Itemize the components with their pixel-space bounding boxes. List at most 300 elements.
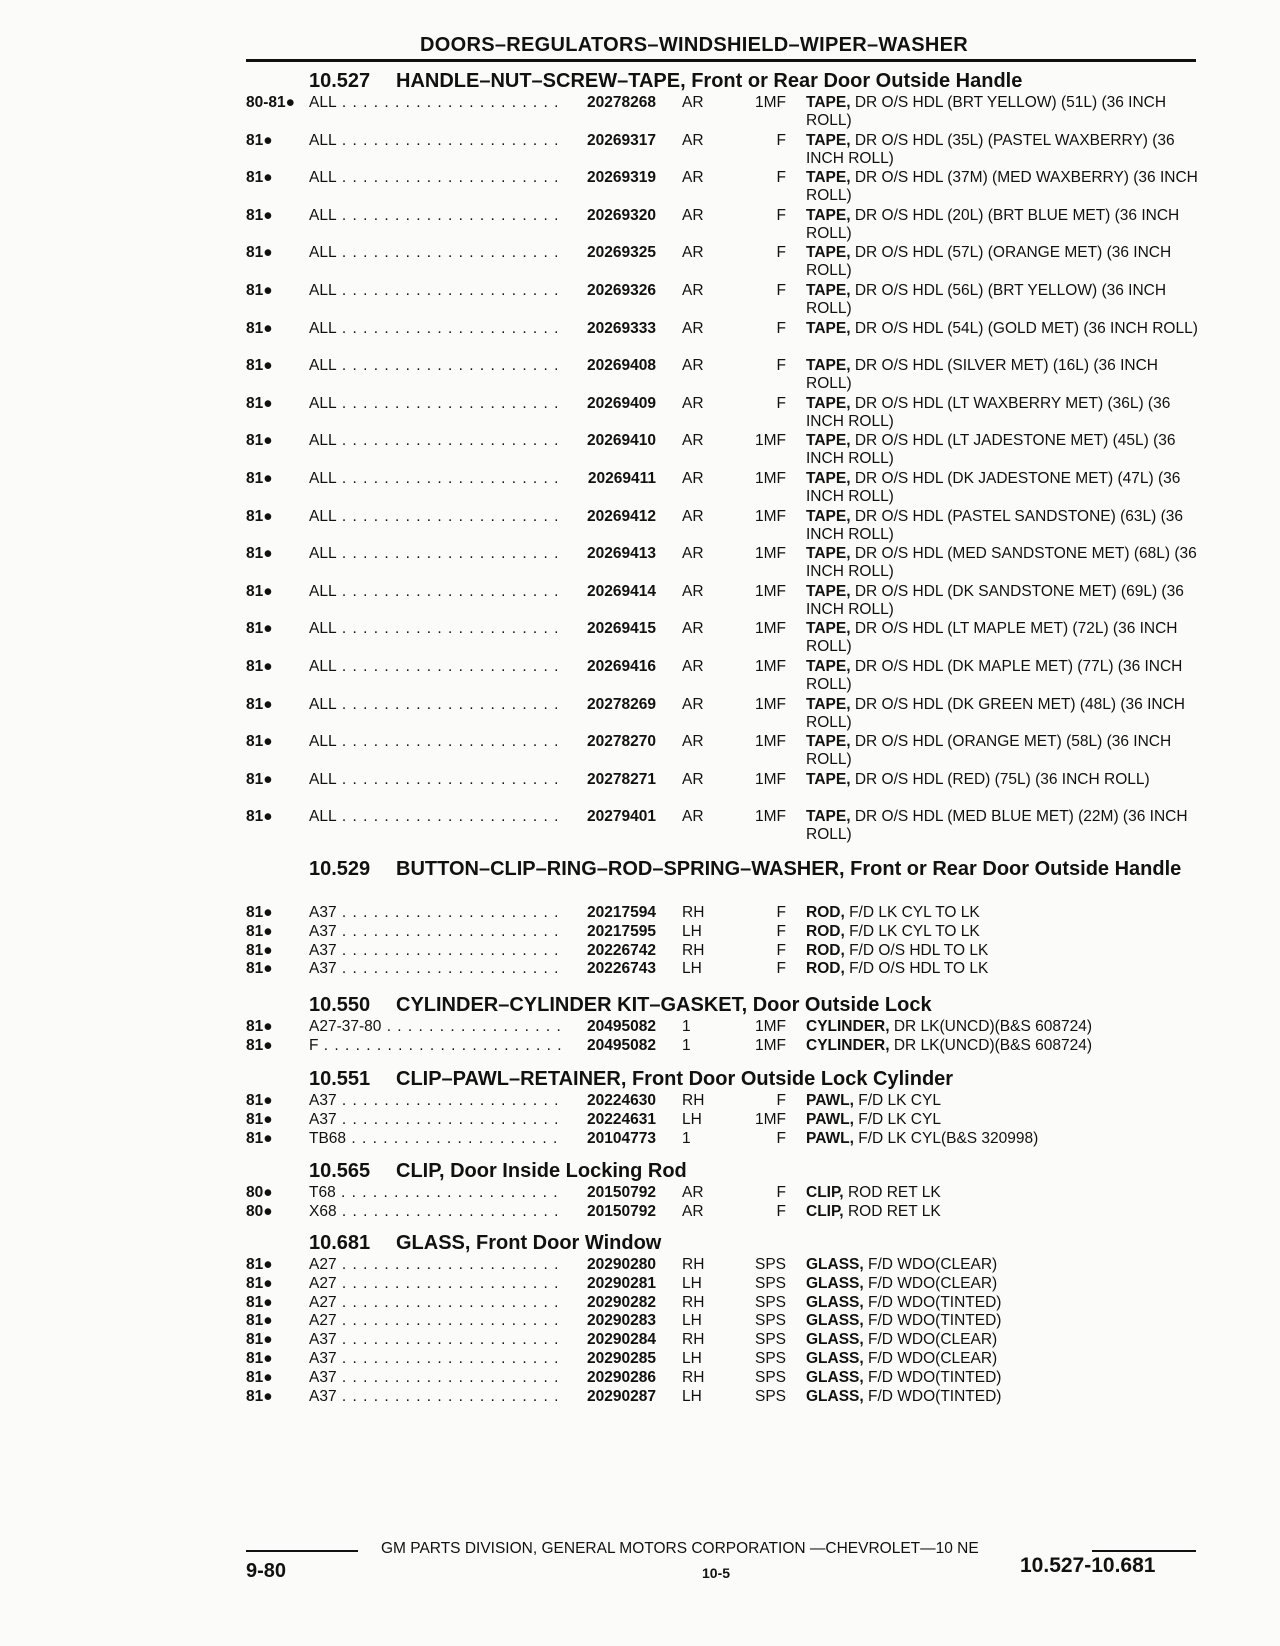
part-number: 20269414 — [566, 583, 656, 601]
section-number: 10.527 — [309, 70, 371, 92]
table-row — [246, 1388, 1196, 1407]
model-code: ALL . . . — [309, 169, 564, 187]
quantity: AR — [682, 545, 704, 563]
quantity: AR — [682, 357, 704, 375]
part-name: PAWL, — [806, 1110, 854, 1128]
part-name: TAPE, — [806, 432, 851, 450]
part-name: GLASS, — [806, 1387, 864, 1405]
code: SPS — [754, 1293, 786, 1311]
model-year: 81● — [246, 941, 273, 959]
section-header — [246, 994, 1196, 1018]
model-code: A27-37-80 . . . — [309, 1018, 564, 1036]
code: F — [776, 281, 786, 299]
section-number: 10.565 — [309, 1160, 371, 1182]
part-number: 20290284 — [566, 1331, 656, 1349]
part-name: TAPE, — [806, 507, 851, 525]
part-description — [806, 923, 1201, 941]
part-description — [806, 771, 1201, 808]
model-code: ALL . . . — [309, 94, 564, 112]
part-description — [806, 1388, 1201, 1406]
table-row — [246, 960, 1196, 979]
code: 1MF — [755, 94, 786, 111]
part-name: CLIP, — [806, 1184, 844, 1201]
description-text: DR O/S HDL (MED BLUE MET) (22M) (36 INCH ROLL) — [806, 808, 1188, 844]
section-header — [246, 1232, 1196, 1256]
part-description — [806, 1184, 1201, 1202]
quantity: 1 — [682, 1129, 691, 1147]
part-description — [806, 960, 1201, 978]
part-name: TAPE, — [806, 131, 851, 149]
part-name: TAPE, — [806, 695, 851, 713]
quantity: AR — [682, 206, 704, 224]
code: F — [776, 1202, 786, 1220]
section-3 — [246, 1068, 1196, 1148]
part-number: 20269326 — [566, 282, 656, 300]
model-code: ALL . . . — [309, 244, 564, 262]
section-title: HANDLE–NUT–SCREW–TAPE, Front or Rear Door Outside Handle — [396, 70, 1023, 92]
table-row — [246, 620, 1196, 658]
part-description — [806, 94, 1201, 131]
part-number: 20269317 — [566, 132, 656, 150]
table-row — [246, 808, 1196, 846]
code: F — [776, 904, 786, 921]
section-number: 10.681 — [309, 1232, 371, 1254]
part-name: TAPE, — [806, 620, 851, 638]
model-code: ALL . . . — [309, 696, 564, 714]
table-row — [246, 1369, 1196, 1388]
quantity: RH — [682, 1092, 705, 1109]
code: 1MF — [755, 1018, 786, 1035]
part-number: 20278271 — [566, 771, 656, 789]
description-text: DR O/S HDL (DK SANDSTONE MET) (69L) (36 INCH ROLL) — [806, 582, 1184, 618]
part-name: TAPE, — [806, 394, 851, 412]
description-text: DR O/S HDL (MED SANDSTONE MET) (68L) (36 INCH ROLL) — [806, 545, 1197, 581]
table-row — [246, 1294, 1196, 1313]
quantity: AR — [682, 620, 704, 638]
description-text: DR O/S HDL (20L) (BRT BLUE MET) (36 INCH ROLL) — [806, 206, 1180, 242]
table-row — [246, 1350, 1196, 1369]
quantity: AR — [682, 319, 704, 337]
part-name: PAWL, — [806, 1092, 854, 1109]
description-text: DR O/S HDL (57L) (ORANGE MET) (36 INCH ROLL) — [806, 244, 1172, 280]
part-number: 20217594 — [566, 904, 656, 922]
table-row — [246, 1203, 1196, 1222]
description-text: ROD RET LK — [847, 1184, 941, 1201]
model-code: F . . . — [309, 1037, 564, 1055]
part-name: TAPE, — [806, 733, 851, 751]
section-1 — [246, 858, 1196, 979]
model-year: 81● — [246, 545, 273, 563]
quantity: RH — [682, 1368, 705, 1386]
model-code: ALL . . . — [309, 583, 564, 601]
part-description — [806, 1111, 1201, 1129]
code: F — [776, 941, 786, 959]
section-number: 10.529 — [309, 858, 371, 880]
model-code: ALL . . . — [309, 733, 564, 751]
model-year: 80● — [246, 1184, 273, 1201]
model-code: ALL . . . — [309, 132, 564, 150]
model-year: 81● — [246, 1368, 273, 1386]
model-year: 80-81● — [246, 94, 296, 111]
quantity: LH — [682, 922, 702, 940]
part-number: 20290287 — [566, 1388, 656, 1406]
description-text: F/D WDO(CLEAR) — [868, 1256, 998, 1273]
part-number: 20104773 — [566, 1130, 656, 1148]
quantity: RH — [682, 1293, 705, 1311]
description-text: DR O/S HDL (DK GREEN MET) (48L) (36 INCH ROLL) — [806, 695, 1185, 731]
table-row — [246, 1092, 1196, 1111]
model-code: A37 . . . — [309, 1331, 564, 1349]
model-year: 81● — [246, 960, 273, 978]
part-description — [806, 1203, 1201, 1221]
table-row — [246, 942, 1196, 961]
part-description — [806, 583, 1201, 620]
part-number: 20269415 — [566, 620, 656, 638]
part-description — [806, 207, 1201, 244]
model-code: T68 . . . — [309, 1184, 564, 1202]
description-text: DR O/S HDL (RED) (75L) (36 INCH ROLL) — [854, 770, 1150, 788]
model-code: A37 . . . — [309, 1350, 564, 1368]
quantity: AR — [682, 131, 704, 149]
part-description — [806, 904, 1201, 922]
code: SPS — [754, 1274, 786, 1292]
code: F — [776, 1092, 786, 1109]
code: 1MF — [755, 545, 786, 563]
model-year: 81● — [246, 1256, 273, 1273]
table-row — [246, 1111, 1196, 1130]
model-code: ALL . . . — [309, 470, 564, 488]
section-2 — [246, 994, 1196, 1056]
table-row — [246, 545, 1196, 583]
part-description — [806, 1275, 1201, 1293]
part-name: ROD, — [806, 941, 845, 959]
code: SPS — [754, 1256, 786, 1273]
description-text: DR O/S HDL (54L) (GOLD MET) (36 INCH ROLL) — [854, 319, 1198, 337]
part-number: 20150792 — [566, 1184, 656, 1202]
table-row — [246, 94, 1196, 132]
quantity: LH — [682, 1312, 702, 1330]
code: F — [776, 1184, 786, 1201]
model-year: 81● — [246, 1312, 273, 1330]
quantity: AR — [682, 169, 704, 187]
code: F — [776, 244, 786, 262]
section-title: CLIP, Door Inside Locking Rod — [396, 1160, 687, 1182]
part-number: 20269413 — [566, 545, 656, 563]
quantity: AR — [682, 281, 704, 299]
table-row — [246, 733, 1196, 771]
table-row — [246, 357, 1196, 395]
table-row — [246, 320, 1196, 358]
table-row — [246, 583, 1196, 621]
part-description — [806, 357, 1201, 394]
model-year: 81● — [246, 432, 273, 450]
model-year: 81● — [246, 1293, 273, 1311]
part-name: TAPE, — [806, 169, 851, 187]
model-code: A27 . . . — [309, 1275, 564, 1293]
footer-rule-left — [246, 1550, 358, 1552]
model-year: 81● — [246, 1331, 273, 1349]
quantity: AR — [682, 1202, 704, 1220]
part-description — [806, 1312, 1201, 1330]
description-text: DR LK(UNCD)(B&S 608724) — [893, 1018, 1092, 1035]
section-title: GLASS, Front Door Window — [396, 1232, 662, 1254]
code: 1MF — [755, 620, 786, 638]
table-row — [246, 1331, 1196, 1350]
model-code: ALL . . . — [309, 508, 564, 526]
part-name: TAPE, — [806, 469, 851, 487]
part-name: GLASS, — [806, 1349, 864, 1367]
part-name: CYLINDER, — [806, 1018, 890, 1035]
code: F — [776, 1129, 786, 1147]
model-year: 81● — [246, 281, 273, 299]
part-description — [806, 169, 1201, 206]
table-row — [246, 1130, 1196, 1149]
part-description — [806, 658, 1201, 695]
model-year: 81● — [246, 770, 273, 788]
part-number: 20290286 — [566, 1369, 656, 1387]
description-text: F/D LK CYL(B&S 320998) — [858, 1129, 1039, 1147]
quantity: AR — [682, 507, 704, 525]
model-code: A37 . . . — [309, 960, 564, 978]
description-text: F/D WDO(TINTED) — [868, 1368, 1002, 1386]
part-number: 20290280 — [566, 1256, 656, 1274]
part-number: 20226743 — [566, 960, 656, 978]
description-text: DR O/S HDL (ORANGE MET) (58L) (36 INCH ROLL) — [806, 733, 1172, 769]
model-code: A37 . . . — [309, 904, 564, 922]
part-name: TAPE, — [806, 770, 851, 788]
code: 1MF — [755, 733, 786, 751]
part-number: 20290285 — [566, 1350, 656, 1368]
description-text: F/D LK CYL — [858, 1110, 941, 1128]
model-code: A37 . . . — [309, 942, 564, 960]
model-year: 81● — [246, 904, 273, 921]
model-year: 81● — [246, 206, 273, 224]
part-number: 20269410 — [566, 432, 656, 450]
part-number: 20290282 — [566, 1294, 656, 1312]
code: 1MF — [755, 582, 786, 600]
description-text: ROD RET LK — [847, 1202, 941, 1220]
description-text: DR O/S HDL (LT WAXBERRY MET) (36L) (36 INCH ROLL) — [806, 394, 1171, 430]
quantity: LH — [682, 1110, 702, 1128]
part-name: TAPE, — [806, 657, 851, 675]
model-year: 81● — [246, 582, 273, 600]
model-code: X68 . . . — [309, 1203, 564, 1221]
model-year: 81● — [246, 1092, 273, 1109]
part-number: 20224631 — [566, 1111, 656, 1129]
code: 1MF — [755, 770, 786, 788]
quantity: RH — [682, 941, 705, 959]
part-number: 20269412 — [566, 508, 656, 526]
code: 1MF — [755, 657, 786, 675]
part-name: TAPE, — [806, 582, 851, 600]
model-code: A27 . . . — [309, 1294, 564, 1312]
description-text: DR O/S HDL (56L) (BRT YELLOW) (36 INCH ROLL) — [806, 281, 1167, 317]
code: SPS — [754, 1312, 786, 1330]
part-number: 20269411 — [566, 470, 656, 488]
model-year: 81● — [246, 922, 273, 940]
model-year: 81● — [246, 1018, 273, 1035]
code: 1MF — [755, 695, 786, 713]
table-row — [246, 508, 1196, 546]
part-name: TAPE, — [806, 94, 851, 111]
part-name: ROD, — [806, 960, 845, 978]
quantity: RH — [682, 1256, 705, 1273]
model-year: 81● — [246, 1349, 273, 1367]
description-text: F/D WDO(CLEAR) — [868, 1274, 998, 1292]
description-text: DR O/S HDL (LT MAPLE MET) (72L) (36 INCH ROLL) — [806, 620, 1178, 656]
quantity: RH — [682, 904, 705, 921]
code: 1MF — [755, 1036, 786, 1054]
code: F — [776, 960, 786, 978]
part-description — [806, 244, 1201, 281]
part-description — [806, 508, 1201, 545]
part-description — [806, 1331, 1201, 1349]
model-code: ALL . . . — [309, 658, 564, 676]
table-row — [246, 169, 1196, 207]
quantity: AR — [682, 657, 704, 675]
model-code: ALL . . . — [309, 357, 564, 375]
section-number: 10.551 — [309, 1068, 371, 1090]
part-name: GLASS, — [806, 1312, 864, 1330]
part-name: GLASS, — [806, 1293, 864, 1311]
part-description — [806, 1092, 1201, 1110]
section-header — [246, 70, 1196, 94]
part-number: 20290283 — [566, 1312, 656, 1330]
code: 1MF — [755, 1110, 786, 1128]
quantity: LH — [682, 1274, 702, 1292]
part-name: TAPE, — [806, 206, 851, 224]
quantity: AR — [682, 1184, 704, 1201]
code: F — [776, 131, 786, 149]
code: F — [776, 206, 786, 224]
part-number: 20269325 — [566, 244, 656, 262]
description-text: DR O/S HDL (35L) (PASTEL WAXBERRY) (36 INCH ROLL) — [806, 131, 1175, 167]
model-year: 81● — [246, 808, 273, 826]
section-header — [246, 858, 1196, 904]
part-description — [806, 1130, 1201, 1148]
part-number: 20269408 — [566, 357, 656, 375]
table-row — [246, 1256, 1196, 1275]
quantity: AR — [682, 582, 704, 600]
model-year: 81● — [246, 394, 273, 412]
quantity: RH — [682, 1331, 705, 1349]
quantity: LH — [682, 960, 702, 978]
model-code: A27 . . . — [309, 1312, 564, 1330]
section-4 — [246, 1160, 1196, 1222]
model-code: ALL . . . — [309, 207, 564, 225]
model-code: ALL . . . — [309, 808, 564, 826]
part-name: TAPE, — [806, 357, 851, 375]
description-text: F/D LK CYL TO LK — [849, 904, 980, 921]
description-text: F/D LK CYL TO LK — [849, 922, 980, 940]
section-title: CLIP–PAWL–RETAINER, Front Door Outside Lock Cylinder — [396, 1068, 954, 1090]
part-name: ROD, — [806, 922, 845, 940]
model-code: A37 . . . — [309, 1388, 564, 1406]
part-number: 20150792 — [566, 1203, 656, 1221]
model-code: A37 . . . — [309, 1111, 564, 1129]
table-row — [246, 771, 1196, 809]
part-description — [806, 1037, 1201, 1055]
table-row — [246, 1184, 1196, 1203]
table-row — [246, 923, 1196, 942]
model-code: A37 . . . — [309, 923, 564, 941]
part-description — [806, 1350, 1201, 1368]
quantity: AR — [682, 244, 704, 262]
section-0 — [246, 70, 1196, 846]
model-year: 81● — [246, 1129, 273, 1147]
model-year: 80● — [246, 1202, 273, 1220]
code: SPS — [754, 1349, 786, 1367]
part-description — [806, 1294, 1201, 1312]
part-name: TAPE, — [806, 808, 851, 826]
model-year: 81● — [246, 620, 273, 638]
part-number: 20495082 — [566, 1018, 656, 1036]
code: 1MF — [755, 469, 786, 487]
model-year: 81● — [246, 1387, 273, 1405]
model-code: TB68 . . . — [309, 1130, 564, 1148]
part-description — [806, 395, 1201, 432]
part-number: 20269409 — [566, 395, 656, 413]
model-year: 81● — [246, 657, 273, 675]
part-description — [806, 432, 1201, 469]
quantity: AR — [682, 94, 704, 111]
description-text: DR O/S HDL (37M) (MED WAXBERRY) (36 INCH ROLL) — [806, 169, 1198, 205]
quantity: AR — [682, 469, 704, 487]
model-year: 81● — [246, 1274, 273, 1292]
footer-range: 10.527-10.681 — [1020, 1554, 1156, 1577]
table-row — [246, 1018, 1196, 1037]
description-text: DR O/S HDL (DK JADESTONE MET) (47L) (36 INCH ROLL) — [806, 469, 1181, 505]
description-text: DR O/S HDL (SILVER MET) (16L) (36 INCH ROLL) — [806, 357, 1158, 393]
model-code: A37 . . . — [309, 1092, 564, 1110]
model-year: 81● — [246, 695, 273, 713]
model-year: 81● — [246, 1036, 273, 1054]
part-number: 20495082 — [566, 1037, 656, 1055]
part-description — [806, 1256, 1201, 1274]
table-row — [246, 1275, 1196, 1294]
part-name: PAWL, — [806, 1129, 854, 1147]
model-code: ALL . . . — [309, 282, 564, 300]
code: F — [776, 319, 786, 337]
part-description — [806, 620, 1201, 657]
section-number: 10.550 — [309, 994, 371, 1016]
model-code: ALL . . . — [309, 771, 564, 789]
part-name: TAPE, — [806, 281, 851, 299]
description-text: F/D LK CYL — [858, 1092, 941, 1109]
footer-publisher: GM PARTS DIVISION, GENERAL MOTORS CORPORATION —CHEVROLET—10 NE — [381, 1540, 979, 1557]
part-number: 20278269 — [566, 696, 656, 714]
part-description — [806, 733, 1201, 770]
model-year: 81● — [246, 507, 273, 525]
part-description — [806, 1369, 1201, 1387]
table-row — [246, 658, 1196, 696]
description-text: F/D O/S HDL TO LK — [849, 941, 989, 959]
part-description — [806, 282, 1201, 319]
section-header — [246, 1160, 1196, 1184]
description-text: F/D WDO(CLEAR) — [868, 1349, 998, 1367]
code: 1MF — [755, 432, 786, 450]
part-description — [806, 696, 1201, 733]
model-year: 81● — [246, 169, 273, 187]
code: SPS — [754, 1368, 786, 1386]
section-header — [246, 1068, 1196, 1092]
table-row — [246, 696, 1196, 734]
table-row — [246, 395, 1196, 433]
part-name: GLASS, — [806, 1368, 864, 1386]
section-title: CYLINDER–CYLINDER KIT–GASKET, Door Outside Lock — [396, 994, 932, 1016]
description-text: DR O/S HDL (BRT YELLOW) (51L) (36 INCH ROLL) — [806, 94, 1167, 129]
quantity: LH — [682, 1349, 702, 1367]
